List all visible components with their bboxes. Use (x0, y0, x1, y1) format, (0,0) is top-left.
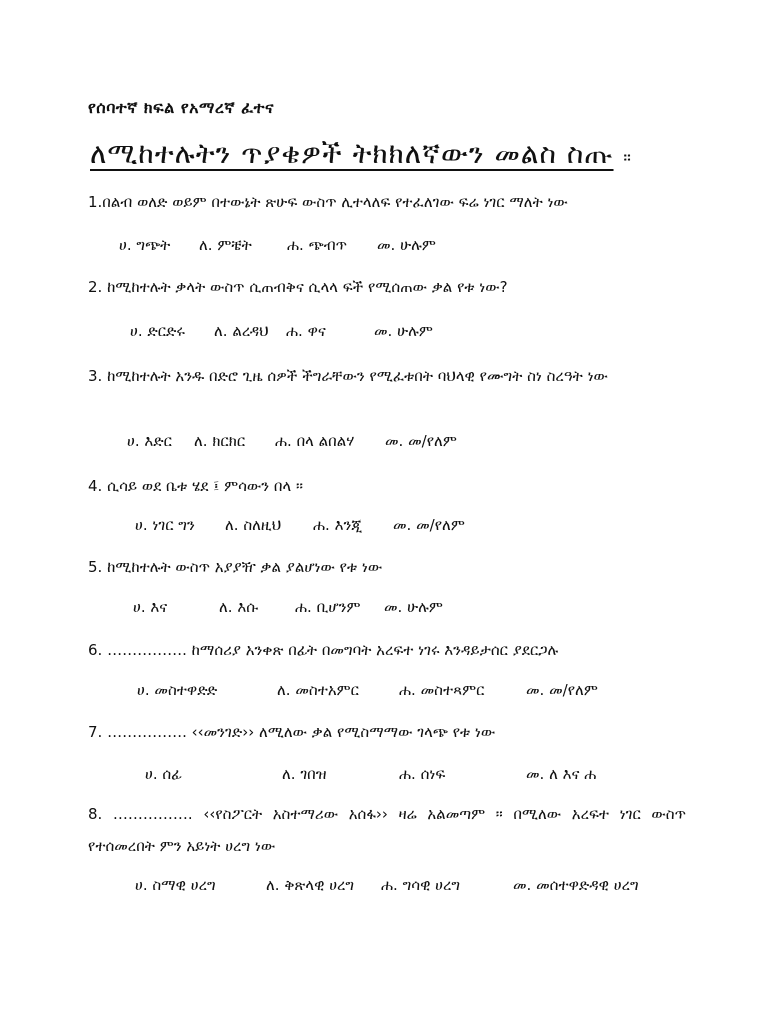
question-2-option-b: ለ. ልረዳህ (214, 322, 269, 340)
question-3: 3. ከሚከተሉት አንዱ በድሮ ጊዜ ሰዎች ችግራቸውን የሚፈቱበት ባህላዊ የሙግት ስነ ስረዓት ነው (88, 367, 608, 385)
question-7-option-c: ሐ. ሰነፍ (399, 765, 446, 783)
question-2: 2. ከሚከተሉት ቃላት ውስጥ ሲጠብቅና ሲላላ ፍች የሚሰጠው ቃል የቱ ነው? (88, 278, 508, 296)
question-2-option-c: ሐ. ዋና (286, 322, 326, 340)
exam-heading: የሰባተኛ ክፍል የአማረኛ ፈተና (88, 98, 274, 117)
question-4-option-c: ሐ. እንጂ (313, 516, 363, 534)
question-3-option-d: መ. መ/የለም (385, 432, 457, 450)
question-7-option-a: ሀ. ሰፊ (145, 765, 183, 783)
question-8: 8. ……………. ‹‹የስፖርት አስተማሪው አሰፋ›› ዛሬ አልመጣም ። በሚለው አረፍተ ነገር ውስጥ የተሰመረበት ምን አይነት ሀረግ ነው (88, 805, 686, 855)
question-6-option-d: መ. መ/የለም (526, 681, 598, 699)
question-3-option-c: ሐ. በላ ልበልሃ (275, 432, 355, 450)
question-2-option-a: ሀ. ድርድሩ (130, 322, 185, 340)
question-1-option-d: መ. ሁሉም (377, 236, 436, 254)
question-7-option-b: ለ. ገበዝ (282, 765, 327, 783)
question-2-option-d: መ. ሁሉም (374, 322, 433, 340)
question-5-option-b: ለ. እሱ (219, 598, 259, 616)
question-7: 7. ……………. ‹‹መንገድ›› ለሚለው ቃል የሚስማማው ገላጭ የቱ ነው (88, 723, 496, 741)
question-6-option-a: ሀ. መስተዋድድ (137, 681, 218, 699)
question-4: 4. ሲሳይ ወደ ቤቱ ሄደ ፤ ምሳውን በላ ። (88, 477, 304, 495)
question-1-option-c: ሐ. ጭብጥ (287, 236, 348, 254)
question-4-option-a: ሀ. ነገር ግን (135, 516, 195, 534)
question-8-option-a: ሀ. ስማዊ ሀረግ (135, 876, 216, 894)
question-5: 5. ከሚከተሉት ውስጥ አያያዥ ቃል ያልሆነው የቱ ነው (88, 558, 383, 576)
question-8-option-d: መ. መሰተዋድዳዊ ሀረግ (513, 876, 639, 894)
question-7-option-d: መ. ለ እና ሐ (526, 765, 597, 783)
question-5-option-d: መ. ሁሉም (384, 598, 443, 616)
question-5-option-c: ሐ. ቢሆንም (295, 598, 361, 616)
question-4-option-d: መ. መ/የለም (393, 516, 465, 534)
question-1-option-b: ለ. ምቼት (199, 236, 252, 254)
question-3-option-a: ሀ. እድር (127, 432, 172, 450)
question-1-option-a: ሀ. ግጭት (119, 236, 171, 254)
question-1: 1.በልብ ወለድ ወይም በተውኔት ጽሁፍ ውስጥ ሊተላለፍ የተፈለገው ፍሬ ነገር ማለት ነው (88, 193, 568, 211)
question-6: 6. ……………. ከማሰሪያ አንቀጽ በፊት በመግባት አረፍተ ነገሩ እንዳይታሰር ያደርጋሉ (88, 641, 559, 659)
instructions-title (90, 137, 632, 173)
question-4-option-b: ለ. ስለዚህ (225, 516, 282, 534)
instructions-title-text: ለሚከተሉትን ጥያቄዎች ትክክለኛውን መልስ ስጡ (90, 137, 614, 170)
question-8-option-c: ሐ. ግሳዊ ሀረግ (381, 876, 461, 894)
question-3-option-b: ለ. ክርክር (194, 432, 246, 450)
question-8-option-b: ለ. ቅጽላዊ ሀረግ (266, 876, 355, 894)
instructions-title-punctuation: ። (623, 148, 632, 167)
question-6-option-c: ሐ. መስተጻምር (399, 681, 485, 699)
question-5-option-a: ሀ. እና (133, 598, 168, 616)
question-6-option-b: ለ. መስተአምር (277, 681, 359, 699)
